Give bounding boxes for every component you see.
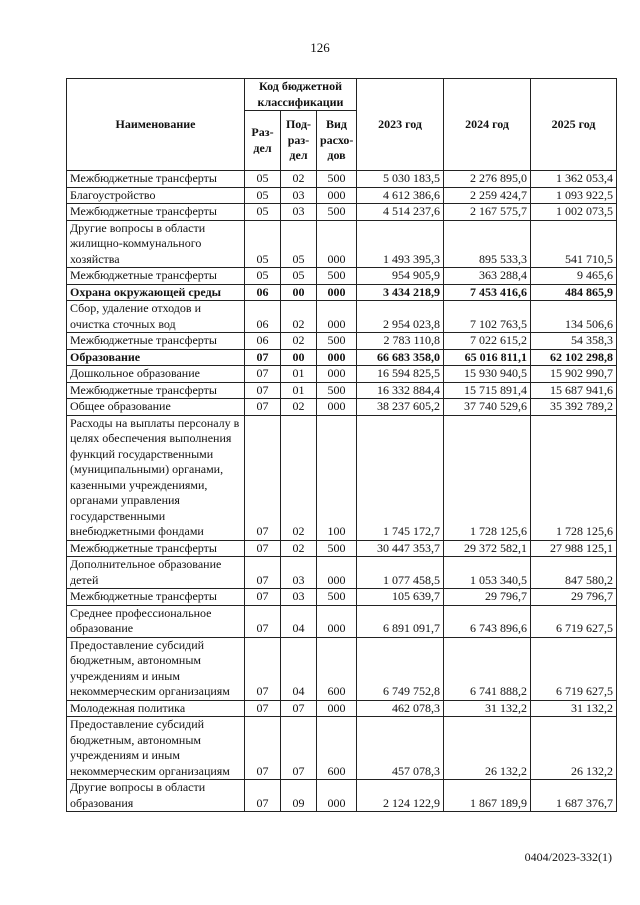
table-row — [67, 366, 617, 383]
row-value-2023: 2 124 122,9 — [357, 780, 444, 812]
row-name: Дополнительное образование детей — [67, 557, 245, 589]
row-value-2025: 1 002 073,5 — [531, 204, 617, 221]
header-podrazdel: Под- раз- дел — [281, 111, 317, 171]
row-value-2025: 1 093 922,5 — [531, 187, 617, 204]
row-razdel: 06 — [245, 333, 281, 350]
row-name: Межбюджетные трансферты — [67, 589, 245, 606]
row-podrazdel: 07 — [281, 717, 317, 780]
row-name: Общее образование — [67, 399, 245, 416]
row-razdel: 07 — [245, 382, 281, 399]
row-name: Дошкольное образование — [67, 366, 245, 383]
row-vid-rashodov: 000 — [317, 399, 357, 416]
row-razdel: 05 — [245, 171, 281, 188]
row-razdel: 05 — [245, 187, 281, 204]
row-value-2024: 895 533,3 — [444, 220, 531, 268]
row-razdel: 05 — [245, 204, 281, 221]
row-value-2025: 26 132,2 — [531, 717, 617, 780]
row-value-2023: 1 493 395,3 — [357, 220, 444, 268]
header-2024: 2024 год — [444, 79, 531, 171]
row-razdel: 07 — [245, 366, 281, 383]
row-value-2025: 1 728 125,6 — [531, 415, 617, 540]
row-vid-rashodov: 500 — [317, 268, 357, 285]
header-vid-rashodov: Вид расхо- дов — [317, 111, 357, 171]
table-row — [67, 349, 617, 366]
row-vid-rashodov: 500 — [317, 540, 357, 557]
row-vid-rashodov: 500 — [317, 171, 357, 188]
row-vid-rashodov: 000 — [317, 301, 357, 333]
row-vid-rashodov: 500 — [317, 382, 357, 399]
row-value-2024: 6 743 896,6 — [444, 605, 531, 637]
row-value-2024: 7 453 416,6 — [444, 284, 531, 301]
row-value-2023: 4 514 237,6 — [357, 204, 444, 221]
row-vid-rashodov: 000 — [317, 366, 357, 383]
row-podrazdel: 07 — [281, 700, 317, 717]
row-podrazdel: 02 — [281, 540, 317, 557]
row-name: Межбюджетные трансферты — [67, 171, 245, 188]
row-vid-rashodov: 600 — [317, 637, 357, 700]
table-row — [67, 700, 617, 717]
row-razdel: 07 — [245, 605, 281, 637]
row-value-2023: 6 749 752,8 — [357, 637, 444, 700]
row-name: Предоставление субсидий бюджетным, автономным учреждениям и иным некоммерческим организациям — [67, 637, 245, 700]
row-name: Другие вопросы в области образования — [67, 780, 245, 812]
row-podrazdel: 03 — [281, 557, 317, 589]
row-value-2025: 541 710,5 — [531, 220, 617, 268]
row-razdel: 07 — [245, 415, 281, 540]
row-value-2023: 1 077 458,5 — [357, 557, 444, 589]
header-name: Наименование — [67, 79, 245, 171]
row-value-2025: 6 719 627,5 — [531, 605, 617, 637]
row-value-2024: 15 930 940,5 — [444, 366, 531, 383]
row-razdel: 07 — [245, 717, 281, 780]
row-value-2025: 15 687 941,6 — [531, 382, 617, 399]
row-value-2025: 31 132,2 — [531, 700, 617, 717]
row-vid-rashodov: 500 — [317, 589, 357, 606]
row-value-2023: 16 594 825,5 — [357, 366, 444, 383]
row-value-2025: 62 102 298,8 — [531, 349, 617, 366]
row-value-2025: 29 796,7 — [531, 589, 617, 606]
table-row — [67, 780, 617, 812]
row-name: Межбюджетные трансферты — [67, 540, 245, 557]
row-value-2024: 1 867 189,9 — [444, 780, 531, 812]
row-value-2023: 105 639,7 — [357, 589, 444, 606]
row-name: Межбюджетные трансферты — [67, 333, 245, 350]
row-value-2024: 1 053 340,5 — [444, 557, 531, 589]
row-vid-rashodov: 000 — [317, 220, 357, 268]
document-code: 0404/2023-332(1) — [524, 850, 612, 864]
row-value-2024: 7 102 763,5 — [444, 301, 531, 333]
row-value-2023: 30 447 353,7 — [357, 540, 444, 557]
row-podrazdel: 04 — [281, 605, 317, 637]
table-row — [67, 540, 617, 557]
row-podrazdel: 02 — [281, 171, 317, 188]
row-podrazdel: 01 — [281, 382, 317, 399]
row-razdel: 07 — [245, 589, 281, 606]
row-name: Расходы на выплаты персоналу в целях обеспечения выполнения функций государственными (муниципальными) органами, казенными учреждениями, органами управления государственными внебюджетными фондами — [67, 415, 245, 540]
row-value-2025: 35 392 789,2 — [531, 399, 617, 416]
row-value-2024: 1 728 125,6 — [444, 415, 531, 540]
table-row — [67, 605, 617, 637]
row-vid-rashodov: 000 — [317, 605, 357, 637]
row-value-2024: 2 259 424,7 — [444, 187, 531, 204]
row-razdel: 05 — [245, 268, 281, 285]
table-row — [67, 589, 617, 606]
table-row — [67, 187, 617, 204]
row-value-2024: 2 167 575,7 — [444, 204, 531, 221]
row-vid-rashodov: 000 — [317, 780, 357, 812]
table-row — [67, 204, 617, 221]
table-body — [67, 171, 617, 812]
header-2023: 2023 год — [357, 79, 444, 171]
table-row — [67, 717, 617, 780]
row-value-2023: 6 891 091,7 — [357, 605, 444, 637]
row-podrazdel: 00 — [281, 284, 317, 301]
row-vid-rashodov: 000 — [317, 557, 357, 589]
row-value-2023: 954 905,9 — [357, 268, 444, 285]
row-razdel: 07 — [245, 700, 281, 717]
row-value-2024: 31 132,2 — [444, 700, 531, 717]
table-row — [67, 333, 617, 350]
row-value-2023: 5 030 183,5 — [357, 171, 444, 188]
table-row — [67, 301, 617, 333]
row-value-2024: 26 132,2 — [444, 717, 531, 780]
row-podrazdel: 03 — [281, 187, 317, 204]
page-number: 126 — [310, 40, 330, 55]
row-name: Молодежная политика — [67, 700, 245, 717]
row-razdel: 07 — [245, 780, 281, 812]
row-name: Образование — [67, 349, 245, 366]
row-podrazdel: 02 — [281, 333, 317, 350]
row-name: Межбюджетные трансферты — [67, 268, 245, 285]
row-razdel: 07 — [245, 349, 281, 366]
row-value-2023: 38 237 605,2 — [357, 399, 444, 416]
row-name: Межбюджетные трансферты — [67, 382, 245, 399]
row-value-2023: 2 783 110,8 — [357, 333, 444, 350]
row-value-2025: 484 865,9 — [531, 284, 617, 301]
row-name: Предоставление субсидий бюджетным, автономным учреждениям и иным некоммерческим организациям — [67, 717, 245, 780]
row-value-2025: 134 506,6 — [531, 301, 617, 333]
table-row — [67, 415, 617, 540]
row-podrazdel: 02 — [281, 415, 317, 540]
row-value-2025: 27 988 125,1 — [531, 540, 617, 557]
row-podrazdel: 01 — [281, 366, 317, 383]
row-podrazdel: 05 — [281, 268, 317, 285]
row-podrazdel: 03 — [281, 204, 317, 221]
row-podrazdel: 03 — [281, 589, 317, 606]
row-value-2023: 2 954 023,8 — [357, 301, 444, 333]
row-value-2024: 2 276 895,0 — [444, 171, 531, 188]
table-row — [67, 557, 617, 589]
row-value-2025: 15 902 990,7 — [531, 366, 617, 383]
row-value-2025: 9 465,6 — [531, 268, 617, 285]
row-vid-rashodov: 500 — [317, 204, 357, 221]
row-value-2024: 65 016 811,1 — [444, 349, 531, 366]
row-vid-rashodov: 000 — [317, 700, 357, 717]
row-name: Охрана окружающей среды — [67, 284, 245, 301]
row-razdel: 05 — [245, 220, 281, 268]
table-row — [67, 171, 617, 188]
row-vid-rashodov: 100 — [317, 415, 357, 540]
row-value-2025: 1 362 053,4 — [531, 171, 617, 188]
row-value-2025: 6 719 627,5 — [531, 637, 617, 700]
row-value-2023: 66 683 358,0 — [357, 349, 444, 366]
row-value-2023: 4 612 386,6 — [357, 187, 444, 204]
row-name: Сбор, удаление отходов и очистка сточных вод — [67, 301, 245, 333]
row-podrazdel: 02 — [281, 301, 317, 333]
row-value-2024: 6 741 888,2 — [444, 637, 531, 700]
header-code-group: Код бюджетной классификации — [245, 79, 357, 111]
row-vid-rashodov: 000 — [317, 284, 357, 301]
row-vid-rashodov: 500 — [317, 333, 357, 350]
row-value-2025: 847 580,2 — [531, 557, 617, 589]
row-value-2023: 462 078,3 — [357, 700, 444, 717]
row-value-2024: 29 372 582,1 — [444, 540, 531, 557]
row-value-2023: 3 434 218,9 — [357, 284, 444, 301]
row-vid-rashodov: 000 — [317, 187, 357, 204]
table-row — [67, 284, 617, 301]
row-value-2024: 15 715 891,4 — [444, 382, 531, 399]
row-name: Благоустройство — [67, 187, 245, 204]
row-value-2023: 16 332 884,4 — [357, 382, 444, 399]
header-razdel: Раз- дел — [245, 111, 281, 171]
row-podrazdel: 04 — [281, 637, 317, 700]
row-value-2024: 37 740 529,6 — [444, 399, 531, 416]
row-podrazdel: 09 — [281, 780, 317, 812]
row-name: Другие вопросы в области жилищно-коммунального хозяйства — [67, 220, 245, 268]
row-value-2024: 363 288,4 — [444, 268, 531, 285]
row-podrazdel: 05 — [281, 220, 317, 268]
row-vid-rashodov: 600 — [317, 717, 357, 780]
row-value-2024: 29 796,7 — [444, 589, 531, 606]
row-vid-rashodov: 000 — [317, 349, 357, 366]
row-razdel: 07 — [245, 557, 281, 589]
row-name: Межбюджетные трансферты — [67, 204, 245, 221]
table-row — [67, 220, 617, 268]
header-2025: 2025 год — [531, 79, 617, 171]
row-value-2023: 457 078,3 — [357, 717, 444, 780]
table-row — [67, 399, 617, 416]
row-name: Среднее профессиональное образование — [67, 605, 245, 637]
row-value-2024: 7 022 615,2 — [444, 333, 531, 350]
row-value-2025: 54 358,3 — [531, 333, 617, 350]
row-podrazdel: 00 — [281, 349, 317, 366]
row-razdel: 07 — [245, 399, 281, 416]
row-razdel: 07 — [245, 540, 281, 557]
row-value-2023: 1 745 172,7 — [357, 415, 444, 540]
row-razdel: 06 — [245, 284, 281, 301]
table-header — [67, 79, 617, 171]
row-value-2025: 1 687 376,7 — [531, 780, 617, 812]
table-row — [67, 268, 617, 285]
table-row — [67, 382, 617, 399]
row-razdel: 07 — [245, 637, 281, 700]
row-razdel: 06 — [245, 301, 281, 333]
budget-table — [66, 78, 617, 812]
table-row — [67, 637, 617, 700]
row-podrazdel: 02 — [281, 399, 317, 416]
